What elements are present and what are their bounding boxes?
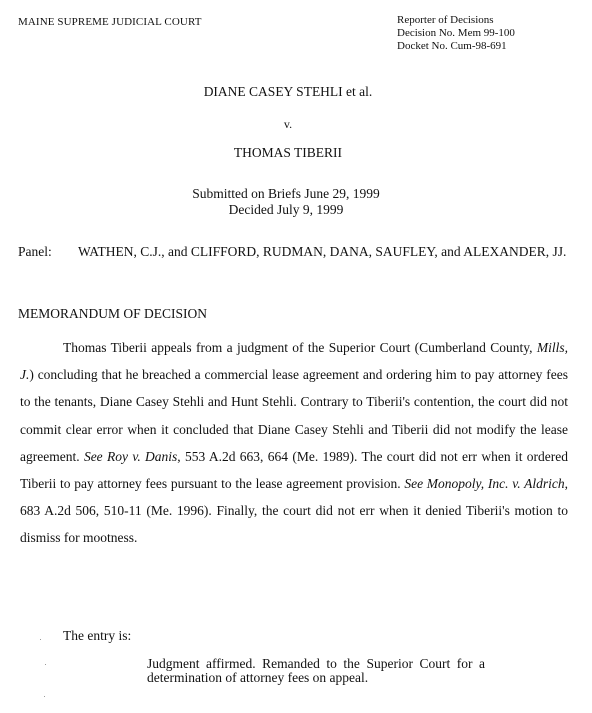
panel-justices: WATHEN, C.J., and CLIFFORD, RUDMAN, DANA, SAUFLEY, and ALEXANDER, JJ. — [78, 244, 567, 259]
defendant-name: THOMAS TIBERII — [233, 145, 343, 160]
judgment-text: Judgment affirmed. Remanded to the Superior Court for a determination of attorney fees on appeal. — [147, 656, 485, 685]
decision-number: Decision No. Mem 99-100 — [397, 27, 515, 39]
court-name: MAINE SUPREME JUDICIAL COURT — [18, 16, 202, 28]
scan-speck — [45, 664, 46, 665]
panel-label: Panel: — [18, 244, 52, 259]
reporter-block — [397, 14, 515, 53]
paragraph-segment: , 683 A.2d 506, 510-11 (Me. 1996). Finally, the court did not err when it denied Tiberii's motion to dismiss for mootness. — [20, 476, 568, 546]
paragraph-segment: , 553 A.2d 663, 664 (Me. 1989). The court did not err when it ordered Tiberii to pay attorney fees pursuant to the lease agreement provision. — [20, 448, 568, 492]
decided-date: Decided July 9, 1999 — [228, 202, 344, 217]
scan-speck — [44, 696, 45, 697]
paragraph-segment: ) concluding that he breached a commercial lease agreement and ordering him to pay attorney fees to the tenants, Diane Casey Stehli and Hunt Stehli. Contrary to Tiberii's contention, the court did not commit clear error when it concluded that Diane Casey Stehli and Tiberii did not modify the lease agreement. — [20, 367, 568, 464]
plaintiff-name: DIANE CASEY STEHLI et al. — [203, 84, 373, 99]
submitted-date: Submitted on Briefs June 29, 1999 — [192, 186, 380, 201]
scan-speck — [40, 639, 41, 640]
reporter-title: Reporter of Decisions — [397, 14, 494, 26]
paragraph-segment: Thomas Tiberii appeals from a judgment of the Superior Court (Cumberland County, — [63, 340, 537, 355]
case-citation: See Monopoly, Inc. v. Aldrich — [404, 476, 565, 492]
docket-number: Docket No. Cum-98-691 — [397, 40, 507, 52]
entry-intro: The entry is: — [63, 628, 132, 643]
judge-name: Mills, J. — [20, 340, 568, 383]
memorandum-heading: MEMORANDUM OF DECISION — [18, 306, 208, 321]
decision-paragraph — [20, 334, 568, 552]
versus-label: v. — [283, 117, 293, 131]
case-citation: See Roy v. Danis — [83, 448, 178, 464]
